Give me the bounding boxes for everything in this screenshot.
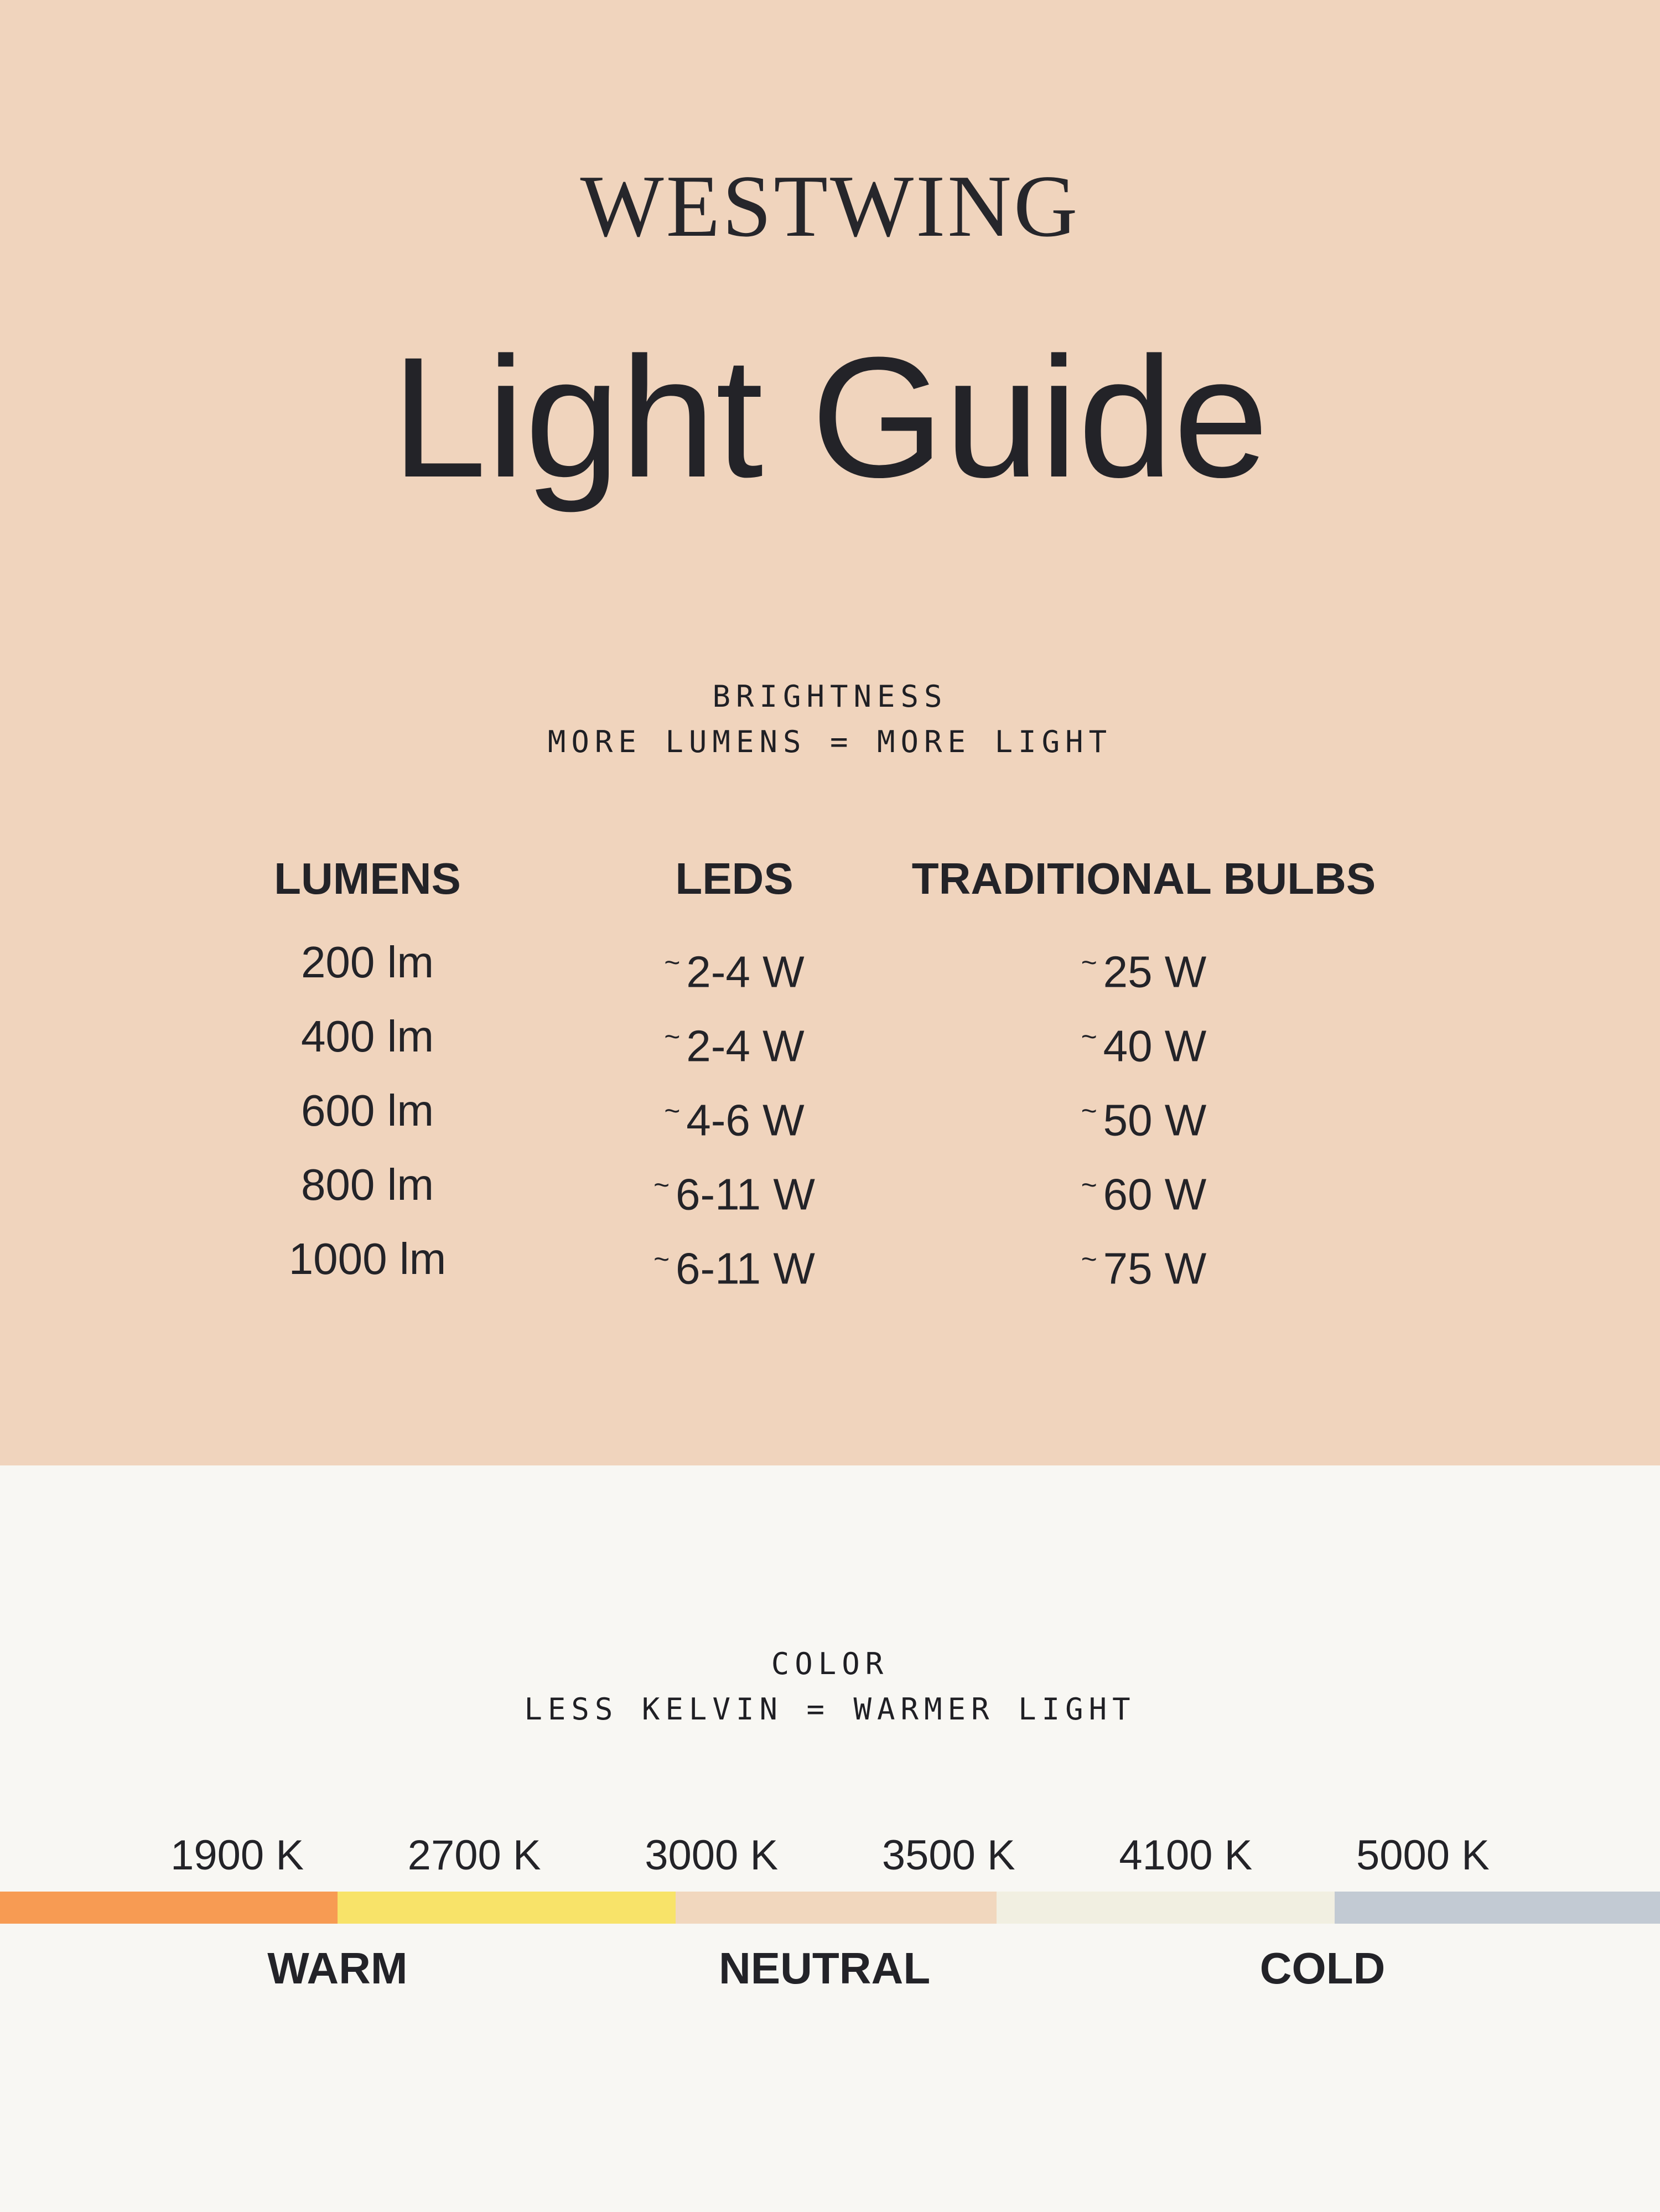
approx-tilde: ~ [1081,1169,1097,1200]
bulb-watt-text: 75 W [1103,1244,1207,1293]
bulb-watt-value [912,925,1376,999]
lumens-values [274,925,461,1296]
led-watt-value [653,925,815,999]
zone-labels-row [0,1946,1660,1991]
kelvin-label: 1900 K [170,1832,304,1879]
lumens-value: 600 lm [300,1086,434,1135]
column-header-bulbs: TRADITIONAL BULBS [911,854,1376,903]
lumens-value: 400 lm [300,1012,434,1061]
bulb-watt-value [912,1074,1376,1148]
kelvin-labels-row [0,1834,1660,1877]
approx-tilde: ~ [664,1021,681,1052]
scale-segment-cold-bluegray [1335,1892,1660,1924]
zone-label-neutral: NEUTRAL [719,1944,931,1993]
color-temperature-scale [0,1892,1660,1924]
leds-values [653,925,815,1296]
leds-column [653,854,815,1296]
approx-tilde: ~ [1081,947,1097,978]
kelvin-label: 2700 K [407,1832,541,1879]
scale-segment-neutral-cream [997,1892,1335,1924]
approx-tilde: ~ [1081,1095,1097,1126]
led-watt-value [653,1074,815,1148]
kelvin-label: 3500 K [881,1832,1015,1879]
bulb-watt-value [912,1148,1376,1222]
brightness-subheading: MORE LUMENS = MORE LIGHT [547,724,1113,759]
led-watt-text: 4-6 W [686,1095,805,1145]
led-watt-text: 2-4 W [686,947,805,997]
scale-segment-neutral-peach [676,1892,997,1924]
bulb-watt-text: 60 W [1103,1169,1207,1219]
scale-segment-warm-orange [0,1892,338,1924]
bulb-values [912,925,1376,1296]
approx-tilde: ~ [664,1095,681,1126]
zone-label-cold: COLD [1259,1944,1386,1993]
led-watt-text: 2-4 W [686,1021,805,1071]
kelvin-label: 3000 K [645,1832,779,1879]
color-heading: COLOR [771,1646,889,1681]
brand-logo: WESTWING [580,157,1080,255]
led-watt-text: 6-11 W [675,1244,815,1293]
traditional-bulbs-column [911,854,1376,1296]
scale-segment-warm-yellow [338,1892,676,1924]
approx-tilde: ~ [653,1244,670,1275]
bulb-watt-text: 40 W [1103,1021,1207,1071]
bulb-watt-value [912,1222,1376,1296]
brightness-heading: BRIGHTNESS [712,679,948,714]
zone-label-warm: WARM [267,1944,408,1993]
approx-tilde: ~ [1081,1021,1097,1052]
lumens-value: 1000 lm [288,1234,447,1283]
lumens-value: 200 lm [300,937,434,987]
led-watt-value [653,1148,815,1222]
page-title: Light Guide [391,321,1269,513]
column-header-lumens: LUMENS [274,854,461,903]
bulb-watt-value [912,999,1376,1074]
led-watt-text: 6-11 W [675,1169,815,1219]
kelvin-label: 4100 K [1119,1832,1253,1879]
approx-tilde: ~ [653,1169,670,1200]
bulb-watt-text: 25 W [1103,947,1207,997]
color-subheading: LESS KELVIN = WARMER LIGHT [524,1692,1136,1727]
approx-tilde: ~ [664,947,681,978]
led-watt-value [653,999,815,1074]
led-watt-value [653,1222,815,1296]
color-heading-block [0,1641,1660,1732]
column-header-leds: LEDS [675,854,793,903]
brightness-heading-block [0,674,1660,765]
kelvin-label: 5000 K [1356,1832,1490,1879]
lumens-column [274,854,461,1296]
approx-tilde: ~ [1081,1244,1097,1275]
bulb-watt-text: 50 W [1103,1095,1207,1145]
lumens-value: 800 lm [300,1160,434,1209]
